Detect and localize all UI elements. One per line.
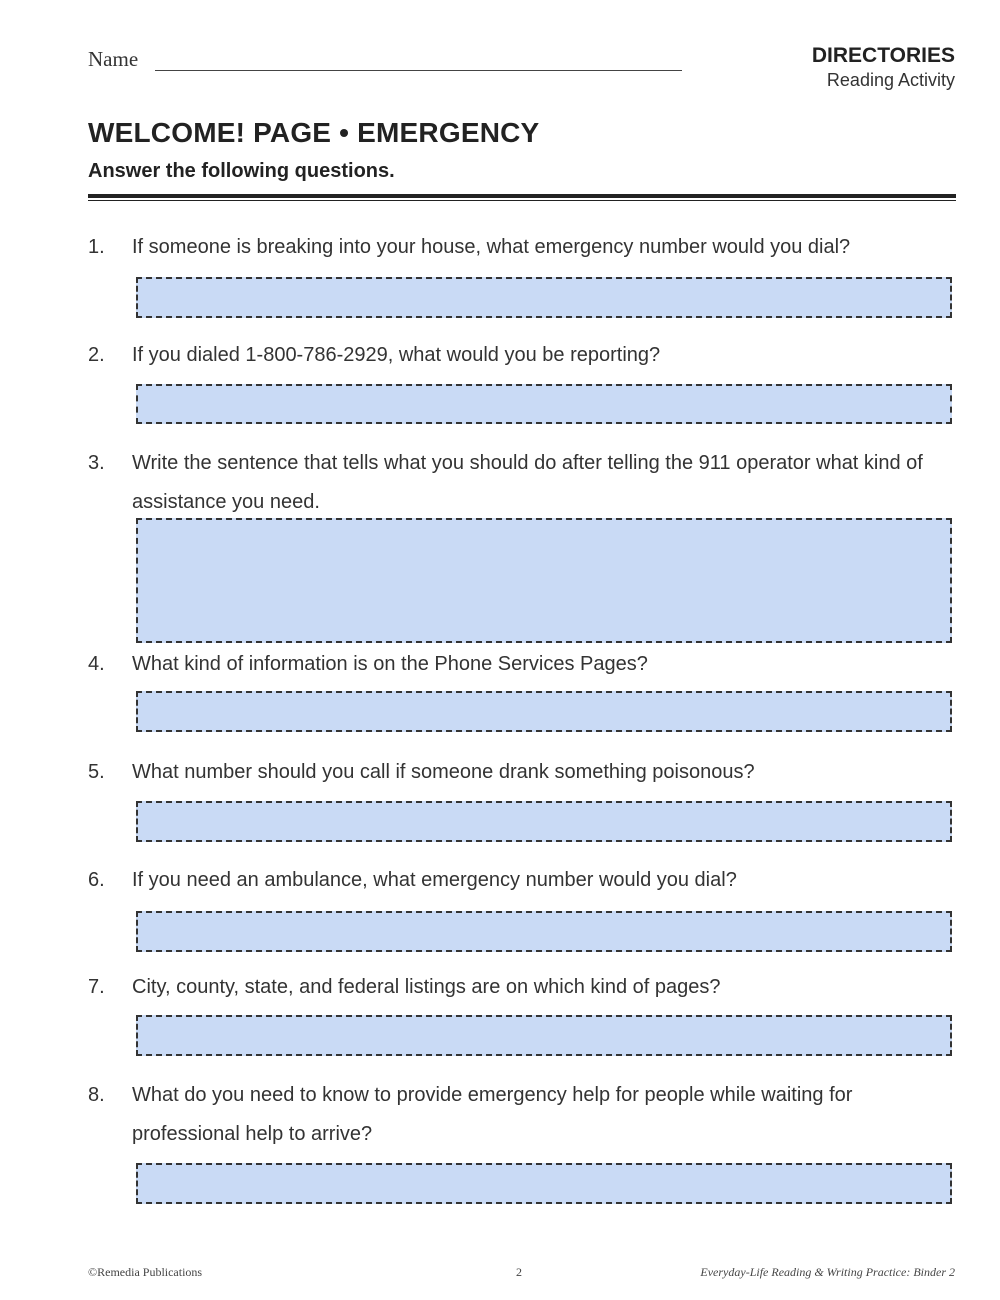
answer-box-6[interactable] <box>136 911 952 952</box>
answer-box-5[interactable] <box>136 801 952 842</box>
question-1-text: If someone is breaking into your house, what emergency number would you dial? <box>132 236 851 258</box>
question-7-text: City, county, state, and federal listings are on which kind of pages? <box>132 976 721 998</box>
name-input-line[interactable] <box>155 70 682 71</box>
answer-box-8[interactable] <box>136 1163 952 1204</box>
question-7-number: 7. <box>88 976 105 998</box>
answer-box-1[interactable] <box>136 277 952 318</box>
question-2-text: If you dialed 1-800-786-2929, what would you be reporting? <box>132 344 661 366</box>
question-4-text: What kind of information is on the Phone Services Pages? <box>132 653 648 675</box>
header-rule-thin <box>88 200 956 201</box>
page-instructions: Answer the following questions. <box>88 160 395 182</box>
page-title: WELCOME! PAGE • EMERGENCY <box>88 117 540 148</box>
question-3-text: Write the sentence that tells what you should do after telling the 911 operator what kind of assistance you need. <box>132 452 923 513</box>
answer-box-2[interactable] <box>136 384 952 424</box>
footer-book-title: Everyday-Life Reading & Writing Practice: Binder 2 <box>700 1265 955 1279</box>
question-1-number: 1. <box>88 236 105 258</box>
question-6-text: If you need an ambulance, what emergency number would you dial? <box>132 869 737 891</box>
question-5-text: What number should you call if someone drank something poisonous? <box>132 761 755 783</box>
footer-page-number: 2 <box>516 1265 522 1279</box>
question-5-number: 5. <box>88 761 105 783</box>
section-title: DIRECTORIES <box>811 44 955 67</box>
footer-publisher: ©Remedia Publications <box>88 1265 203 1279</box>
question-4-number: 4. <box>88 653 105 675</box>
question-3-number: 3. <box>88 452 105 474</box>
question-2-number: 2. <box>88 344 105 366</box>
answer-box-3[interactable] <box>136 518 952 643</box>
question-8-text: What do you need to know to provide emergency help for people while waiting for professional help to arrive? <box>132 1084 853 1145</box>
activity-label: Reading Activity <box>826 70 955 90</box>
name-label: Name <box>88 47 139 71</box>
header-rule-thick <box>88 194 956 198</box>
question-8-number: 8. <box>88 1084 105 1106</box>
answer-box-7[interactable] <box>136 1015 952 1056</box>
question-6-number: 6. <box>88 869 105 891</box>
answer-box-4[interactable] <box>136 691 952 732</box>
